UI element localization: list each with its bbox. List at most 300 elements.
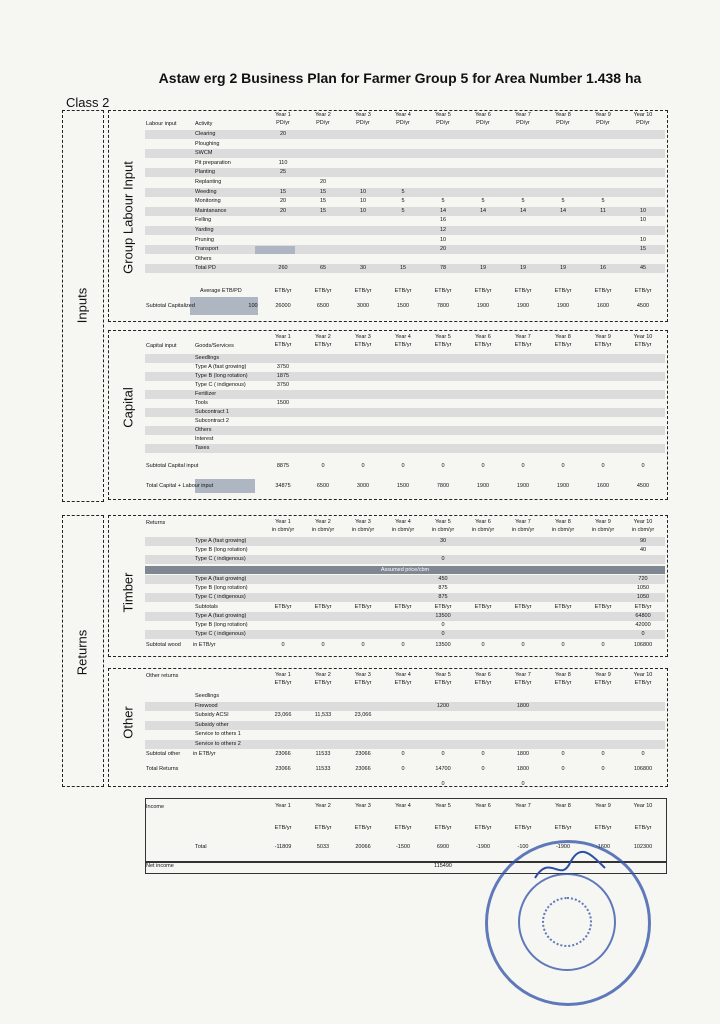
total-returns-cell: 11533 bbox=[315, 766, 331, 772]
col-activity: Activity bbox=[195, 121, 213, 127]
unit-header: PD/yr bbox=[556, 120, 570, 126]
other-row-label: Subsidy other bbox=[195, 721, 229, 728]
timber-table bbox=[145, 517, 665, 655]
timber-sub-row-cell: 0 bbox=[441, 622, 445, 628]
unit-header: ETB/yr bbox=[594, 342, 612, 348]
income-year: Year 5 bbox=[435, 803, 451, 809]
subtotals-unit: ETB/yr bbox=[554, 604, 572, 610]
labour-row bbox=[145, 207, 665, 216]
subtotals-unit: ETB/yr bbox=[394, 604, 412, 610]
timber-sub-row bbox=[145, 621, 665, 630]
year-header: Year 5 bbox=[435, 112, 451, 118]
timber-sub-row-cell: 42000 bbox=[635, 622, 651, 628]
capital-row bbox=[145, 354, 665, 363]
other-row-label: Service to others 2 bbox=[195, 740, 241, 747]
subtotal-wood-cell: 0 bbox=[521, 642, 525, 648]
unit-header: ETB/yr bbox=[434, 342, 452, 348]
year-header: Year 8 bbox=[555, 672, 571, 678]
price-band: Assumed price/cbm bbox=[145, 566, 665, 574]
other-row-label: Seedlings bbox=[195, 693, 220, 699]
labour-row-label: Pit preparation bbox=[195, 159, 231, 166]
other-row-cell: 1800 bbox=[516, 702, 530, 709]
capital-subtotal-cell: 0 bbox=[321, 463, 325, 469]
timber-qty-row-cell: 0 bbox=[441, 556, 445, 562]
year-header: Year 7 bbox=[515, 112, 531, 118]
average-unit: ETB/yr bbox=[634, 288, 652, 294]
other-row-label: Subsidy ACSI bbox=[195, 712, 229, 718]
labour-row bbox=[145, 264, 665, 273]
income-total-cell: 6900 bbox=[436, 844, 450, 850]
income-total-label: Total bbox=[195, 844, 207, 850]
labour-subtotal-label: Subtotal Capitalized bbox=[146, 303, 195, 309]
other-subtotal-cell: 1800 bbox=[516, 751, 530, 757]
labour-row-cell: 65 bbox=[319, 265, 327, 272]
labour-row-label: SWCM bbox=[195, 150, 213, 157]
income-unit: ETB/yr bbox=[354, 825, 372, 831]
income-header bbox=[145, 802, 665, 811]
unit-header: in cbm/yr bbox=[311, 527, 335, 533]
unit-header: ETB/yr bbox=[354, 342, 372, 348]
unit-header: in cbm/yr bbox=[591, 527, 615, 533]
other-row-cell: 23,066 bbox=[274, 712, 292, 718]
timber-qty-row-cell: 40 bbox=[639, 547, 647, 553]
other-row bbox=[145, 692, 665, 701]
other-row-cell: 1200 bbox=[436, 702, 450, 709]
year-header: Year 9 bbox=[595, 519, 611, 525]
subtotal-wood-cell: 0 bbox=[561, 642, 565, 648]
total-returns-cell: 0 bbox=[401, 766, 405, 772]
average-unit: ETB/yr bbox=[514, 288, 532, 294]
labour-row-label: Pruning bbox=[195, 236, 214, 243]
labour-row-cell: 14 bbox=[559, 207, 567, 214]
income-unit: ETB/yr bbox=[434, 825, 452, 831]
labour-row-label: Maintanance bbox=[195, 207, 227, 214]
capital-row-label: Others bbox=[195, 427, 212, 433]
labour-row-cell: 10 bbox=[359, 188, 367, 195]
labour-row-cell: 15 bbox=[319, 207, 327, 214]
unit-header: PD/yr bbox=[636, 120, 650, 126]
income-total-cell: -1900 bbox=[475, 844, 491, 850]
capital-total-cell: 7800 bbox=[436, 483, 450, 489]
labour-row bbox=[145, 216, 665, 225]
unit-header: ETB/yr bbox=[474, 680, 492, 686]
timber-qty-row bbox=[145, 546, 665, 555]
labour-row-cell: 10 bbox=[639, 217, 647, 224]
capital-subtotal-cell: 0 bbox=[521, 463, 525, 469]
year-header: Year 3 bbox=[355, 112, 371, 118]
year-header: Year 1 bbox=[275, 112, 291, 118]
timber-price-row-label: Type C ( indigenous) bbox=[195, 594, 246, 600]
labour-row bbox=[145, 226, 665, 235]
unit-header: in cbm/yr bbox=[471, 527, 495, 533]
capital-row-label: Type B (long rotation) bbox=[195, 373, 248, 379]
capital-row bbox=[145, 390, 665, 399]
labour-row bbox=[145, 197, 665, 206]
income-year: Year 6 bbox=[475, 803, 491, 809]
net-income-value: 115490 bbox=[434, 863, 452, 869]
income-total-cell: -1600 bbox=[595, 844, 611, 850]
timber-sub-row-cell: 13500 bbox=[435, 613, 451, 619]
subtotals-unit: ETB/yr bbox=[514, 604, 532, 610]
labour-row-label: Monitoring bbox=[195, 198, 221, 205]
labour-row bbox=[145, 255, 665, 264]
year-header: Year 7 bbox=[515, 672, 531, 678]
other-subtotal-cell: 0 bbox=[481, 751, 485, 757]
labour-row bbox=[145, 245, 665, 254]
unit-header: in cbm/yr bbox=[271, 527, 295, 533]
labour-row bbox=[145, 149, 665, 158]
labour-row-label: Felling bbox=[195, 217, 212, 224]
average-unit: ETB/yr bbox=[354, 288, 372, 294]
timber-price-row-cell: 875 bbox=[438, 585, 448, 591]
capital-subtotal bbox=[145, 462, 665, 471]
unit-header: PD/yr bbox=[276, 120, 290, 126]
labour-row-cell: 15 bbox=[639, 246, 647, 253]
labour-row-cell: 19 bbox=[559, 265, 567, 272]
subtotal-wood-label: Subtotal wood bbox=[146, 642, 181, 648]
year-header: Year 10 bbox=[633, 112, 653, 118]
unit-header: in cbm/yr bbox=[431, 527, 455, 533]
col-capital-input: Capital input bbox=[146, 343, 177, 349]
timber-sub-row-label: Type A (fast growing) bbox=[195, 613, 247, 619]
capital-subtotal-cell: 0 bbox=[481, 463, 485, 469]
average-label: Average ETB/PD bbox=[200, 288, 242, 294]
timber-qty-row-label: Type A (fast growing) bbox=[195, 538, 247, 544]
income-year: Year 7 bbox=[515, 803, 531, 809]
year-header: Year 6 bbox=[475, 112, 491, 118]
capital-row bbox=[145, 444, 665, 453]
other-subtotal-cell: 0 bbox=[441, 751, 445, 757]
year-header: Year 5 bbox=[435, 334, 451, 340]
unit-header: ETB/yr bbox=[554, 342, 572, 348]
year-header: Year 7 bbox=[515, 334, 531, 340]
capital-row-value: 3750 bbox=[276, 382, 290, 388]
labour-row-cell: 15 bbox=[319, 198, 327, 205]
income-unit: ETB/yr bbox=[474, 825, 492, 831]
timber-price-row-cell: 450 bbox=[438, 576, 448, 582]
other-label: Other bbox=[120, 706, 136, 739]
capital-row-label: Type A (fast growing) bbox=[195, 364, 247, 370]
capital-row bbox=[145, 372, 665, 381]
labour-row-cell: 11 bbox=[600, 207, 606, 214]
average-unit: ETB/yr bbox=[314, 288, 332, 294]
labour-row-cell: 5 bbox=[401, 198, 405, 205]
unit-header: PD/yr bbox=[436, 120, 450, 126]
avg-value: 100 bbox=[248, 303, 258, 309]
capital-row bbox=[145, 381, 665, 390]
labour-row bbox=[145, 130, 665, 139]
unit-header: ETB/yr bbox=[314, 342, 332, 348]
labour-row-cell: 30 bbox=[359, 265, 367, 272]
labour-subtotal-cell: 1500 bbox=[396, 303, 410, 309]
timber-qty-row-label: Type C ( indigenous) bbox=[195, 556, 246, 562]
timber-sub-row bbox=[145, 612, 665, 621]
unit-header: ETB/yr bbox=[634, 342, 652, 348]
timber-qty-row bbox=[145, 555, 665, 564]
other-subtotal-cell: 23066 bbox=[355, 751, 371, 757]
subtotal-wood-cell: 13500 bbox=[435, 642, 451, 648]
capital-total-cell: 1900 bbox=[556, 483, 570, 489]
labour-row-cell: 10 bbox=[639, 236, 647, 243]
timber-sub-row-cell: 64800 bbox=[635, 613, 651, 619]
year-header: Year 5 bbox=[435, 519, 451, 525]
other-subtotal-cell: 23066 bbox=[275, 751, 291, 757]
subtotals-unit: ETB/yr bbox=[634, 604, 652, 610]
capital-subtotal-cell: 8875 bbox=[276, 463, 290, 469]
labour-row-label: Others bbox=[195, 255, 212, 262]
capital-header bbox=[145, 332, 665, 350]
average-unit: ETB/yr bbox=[594, 288, 612, 294]
capital-row-value: 1500 bbox=[276, 400, 290, 406]
year-header: Year 3 bbox=[355, 334, 371, 340]
labour-row bbox=[145, 159, 665, 168]
capital-row bbox=[145, 399, 665, 408]
labour-row bbox=[145, 140, 665, 149]
year-header: Year 10 bbox=[633, 519, 653, 525]
income-unit: ETB/yr bbox=[514, 825, 532, 831]
year-header: Year 9 bbox=[595, 334, 611, 340]
capital-subtotal-cell: 0 bbox=[641, 463, 645, 469]
labour-row-cell: 260 bbox=[278, 265, 288, 272]
year-header: Year 10 bbox=[633, 672, 653, 678]
capital-total-cell: 1900 bbox=[476, 483, 490, 489]
income-total-cell: -1500 bbox=[395, 844, 411, 850]
labour-subtotal-cell: 3000 bbox=[356, 303, 370, 309]
labour-subtotal-cell: 1900 bbox=[556, 303, 570, 309]
average-unit: ETB/yr bbox=[434, 288, 452, 294]
year-header: Year 3 bbox=[355, 519, 371, 525]
page-title: Astaw erg 2 Business Plan for Farmer Group 5 for Area Number 1.438 ha bbox=[158, 70, 642, 86]
labour-row bbox=[145, 188, 665, 197]
col-other-returns: Other returns bbox=[146, 673, 179, 679]
capital-row-label: Subcontract 2 bbox=[195, 418, 229, 424]
year-header: Year 6 bbox=[475, 519, 491, 525]
other-table bbox=[145, 670, 665, 785]
capital-row-label: Tools bbox=[195, 400, 208, 406]
subtotal-wood-cell: 0 bbox=[321, 642, 325, 648]
capital-table bbox=[145, 332, 665, 497]
labour-row-cell: 10 bbox=[359, 207, 367, 214]
income-total-cell: 20066 bbox=[355, 844, 371, 850]
average-row bbox=[145, 287, 665, 296]
unit-header: PD/yr bbox=[356, 120, 370, 126]
labour-row-cell: 25 bbox=[279, 169, 287, 176]
labour-row-label: Planting bbox=[195, 169, 215, 176]
labour-subtotal-cell: 6500 bbox=[316, 303, 330, 309]
timber-qty-row-cell: 90 bbox=[639, 538, 647, 544]
timber-subtotals-header bbox=[145, 603, 665, 612]
other-subtotal bbox=[145, 750, 665, 759]
total-returns-cell: 23066 bbox=[355, 766, 371, 772]
year-header: Year 5 bbox=[435, 672, 451, 678]
unit-header: ETB/yr bbox=[514, 342, 532, 348]
year-header: Year 2 bbox=[315, 672, 331, 678]
labour-row-label: Total PD bbox=[195, 265, 216, 272]
other-subtotal-cell: 0 bbox=[641, 751, 645, 757]
other-row bbox=[145, 730, 665, 739]
labour-row-cell: 78 bbox=[439, 265, 447, 272]
net-income-label: Net income bbox=[146, 863, 174, 869]
other-row-cell: 11,533 bbox=[314, 712, 332, 718]
year-header: Year 2 bbox=[315, 334, 331, 340]
year-header: Year 9 bbox=[595, 112, 611, 118]
unit-header: ETB/yr bbox=[314, 680, 332, 686]
year-header: Year 8 bbox=[555, 112, 571, 118]
other-subtotal-cell: 0 bbox=[561, 751, 565, 757]
capital-row-label: Type C ( indigenous) bbox=[195, 382, 246, 388]
year-header: Year 10 bbox=[633, 334, 653, 340]
unit-header: ETB/yr bbox=[514, 680, 532, 686]
capital-total bbox=[145, 482, 665, 491]
other-subtotal-label: Subtotal other bbox=[146, 751, 181, 757]
year-header: Year 3 bbox=[355, 672, 371, 678]
labour-row bbox=[145, 178, 665, 187]
unit-header: in cbm/yr bbox=[351, 527, 375, 533]
timber-price-row bbox=[145, 584, 665, 593]
year-header: Year 8 bbox=[555, 334, 571, 340]
labour-row-cell: 20 bbox=[279, 207, 287, 214]
unit-header: PD/yr bbox=[396, 120, 410, 126]
unit-header: ETB/yr bbox=[594, 680, 612, 686]
income-total-cell: -1900 bbox=[555, 844, 571, 850]
subtotal-wood-cell: 0 bbox=[401, 642, 405, 648]
unit-header: ETB/yr bbox=[274, 680, 292, 686]
subtotal-wood-cell: 0 bbox=[361, 642, 365, 648]
year-header: Year 2 bbox=[315, 112, 331, 118]
subtotals-unit: ETB/yr bbox=[314, 604, 332, 610]
unit-header: PD/yr bbox=[316, 120, 330, 126]
total-returns-label: Total Returns bbox=[146, 766, 179, 772]
total-returns-cell: 106800 bbox=[633, 766, 653, 772]
timber-sub-row-cell: 0 bbox=[441, 631, 445, 637]
labour-row-cell: 16 bbox=[439, 217, 447, 224]
other-header bbox=[145, 670, 665, 688]
unit-header: ETB/yr bbox=[634, 680, 652, 686]
income-unit: ETB/yr bbox=[274, 825, 292, 831]
total-returns-cell: 0 bbox=[601, 766, 605, 772]
timber-sub-row bbox=[145, 630, 665, 639]
capital-row-label: Taxes bbox=[195, 445, 210, 451]
inputs-label: Inputs bbox=[74, 287, 90, 324]
other-subtotal-unit: in ETB/yr bbox=[193, 751, 216, 757]
labour-row-cell: 15 bbox=[399, 265, 407, 272]
capital-total-cell: 34875 bbox=[275, 483, 291, 489]
labour-row-cell: 10 bbox=[359, 198, 367, 205]
capital-label: Capital bbox=[120, 387, 136, 428]
capital-total-cell: 4500 bbox=[636, 483, 650, 489]
labour-subtotal-cell: 1600 bbox=[596, 303, 610, 309]
returns-label: Returns bbox=[74, 629, 90, 676]
average-unit: ETB/yr bbox=[274, 288, 292, 294]
average-unit: ETB/yr bbox=[394, 288, 412, 294]
labour-row-cell: 20 bbox=[279, 198, 287, 205]
other-subtotal-cell: 11533 bbox=[315, 751, 331, 757]
subtotals-unit: ETB/yr bbox=[594, 604, 612, 610]
labour-row-cell: 5 bbox=[601, 198, 605, 205]
subtotals-unit: ETB/yr bbox=[354, 604, 372, 610]
subtotals-unit: ETB/yr bbox=[474, 604, 492, 610]
year-header: Year 8 bbox=[555, 519, 571, 525]
labour-row-label: Yarding bbox=[195, 227, 214, 233]
total-returns-cell: 14700 bbox=[435, 766, 451, 772]
labour-row-cell: 20 bbox=[279, 131, 287, 137]
timber-header bbox=[145, 517, 665, 535]
below-cell: 0 bbox=[441, 781, 445, 787]
labour-subtotal bbox=[145, 302, 665, 311]
unit-header: in cbm/yr bbox=[391, 527, 415, 533]
timber-price-row-cell: 720 bbox=[638, 576, 648, 582]
year-header: Year 7 bbox=[515, 519, 531, 525]
year-header: Year 4 bbox=[395, 672, 411, 678]
capital-row bbox=[145, 435, 665, 444]
unit-header: in cbm/yr bbox=[511, 527, 535, 533]
average-unit: ETB/yr bbox=[554, 288, 572, 294]
capital-row-label: Fertilizer bbox=[195, 391, 217, 397]
capital-row bbox=[145, 426, 665, 435]
labour-row-cell: 14 bbox=[439, 207, 447, 214]
labour-subtotal-cell: 1900 bbox=[516, 303, 530, 309]
year-header: Year 1 bbox=[275, 672, 291, 678]
transport-highlight bbox=[255, 246, 295, 254]
subtotal-wood bbox=[145, 641, 665, 650]
year-header: Year 1 bbox=[275, 519, 291, 525]
labour-row-cell: 15 bbox=[279, 188, 287, 195]
timber-sub-row-label: Type B (long rotation) bbox=[195, 622, 248, 628]
labour-row-cell: 14 bbox=[519, 207, 527, 214]
income-total-cell: -11809 bbox=[274, 844, 292, 850]
group-labour-label: Group Labour Input bbox=[120, 161, 136, 274]
capital-total-cell: 1900 bbox=[516, 483, 530, 489]
capital-subtotal-cell: 0 bbox=[441, 463, 445, 469]
income-unit: ETB/yr bbox=[594, 825, 612, 831]
timber-qty-row-label: Type B (long rotation) bbox=[195, 547, 248, 553]
other-row-cell: 23,066 bbox=[354, 712, 372, 718]
labour-row-label: Ploughing bbox=[195, 140, 220, 147]
capital-total-label: Total Capital + Labour input bbox=[146, 483, 214, 489]
timber-qty-row-cell: 30 bbox=[439, 538, 447, 544]
income-total-cell: 102300 bbox=[633, 844, 653, 850]
subtotals-unit: ETB/yr bbox=[274, 604, 292, 610]
income-year: Year 2 bbox=[315, 803, 331, 809]
labour-row-cell: 20 bbox=[319, 179, 327, 185]
subtotals-unit: ETB/yr bbox=[434, 604, 452, 610]
other-row bbox=[145, 740, 665, 749]
labour-subtotal-cell: 7800 bbox=[436, 303, 450, 309]
capital-total-cell: 3000 bbox=[356, 483, 370, 489]
income-year: Year 3 bbox=[355, 803, 371, 809]
unit-header: ETB/yr bbox=[394, 342, 412, 348]
subtotal-wood-cell: 0 bbox=[481, 642, 485, 648]
labour-row-cell: 19 bbox=[519, 265, 527, 272]
income-label: Income bbox=[146, 804, 165, 810]
capital-row bbox=[145, 363, 665, 372]
year-header: Year 4 bbox=[395, 334, 411, 340]
labour-row-cell: 20 bbox=[439, 246, 447, 253]
capital-subtotal-cell: 0 bbox=[361, 463, 365, 469]
subtotals-label: Subtotals bbox=[195, 604, 218, 610]
labour-row-cell: 5 bbox=[521, 198, 525, 205]
capital-subtotal-cell: 0 bbox=[561, 463, 565, 469]
total-returns-cell: 1800 bbox=[516, 766, 530, 772]
other-row-label: Service to others 1 bbox=[195, 731, 241, 737]
income-unit-row bbox=[145, 824, 665, 833]
capital-row-label: Interest bbox=[195, 436, 214, 442]
capital-total-cell: 1500 bbox=[396, 483, 410, 489]
below-row bbox=[145, 780, 665, 789]
labour-row-cell: 110 bbox=[278, 159, 288, 166]
class-label: Class 2 bbox=[66, 95, 110, 110]
unit-header: PD/yr bbox=[476, 120, 490, 126]
